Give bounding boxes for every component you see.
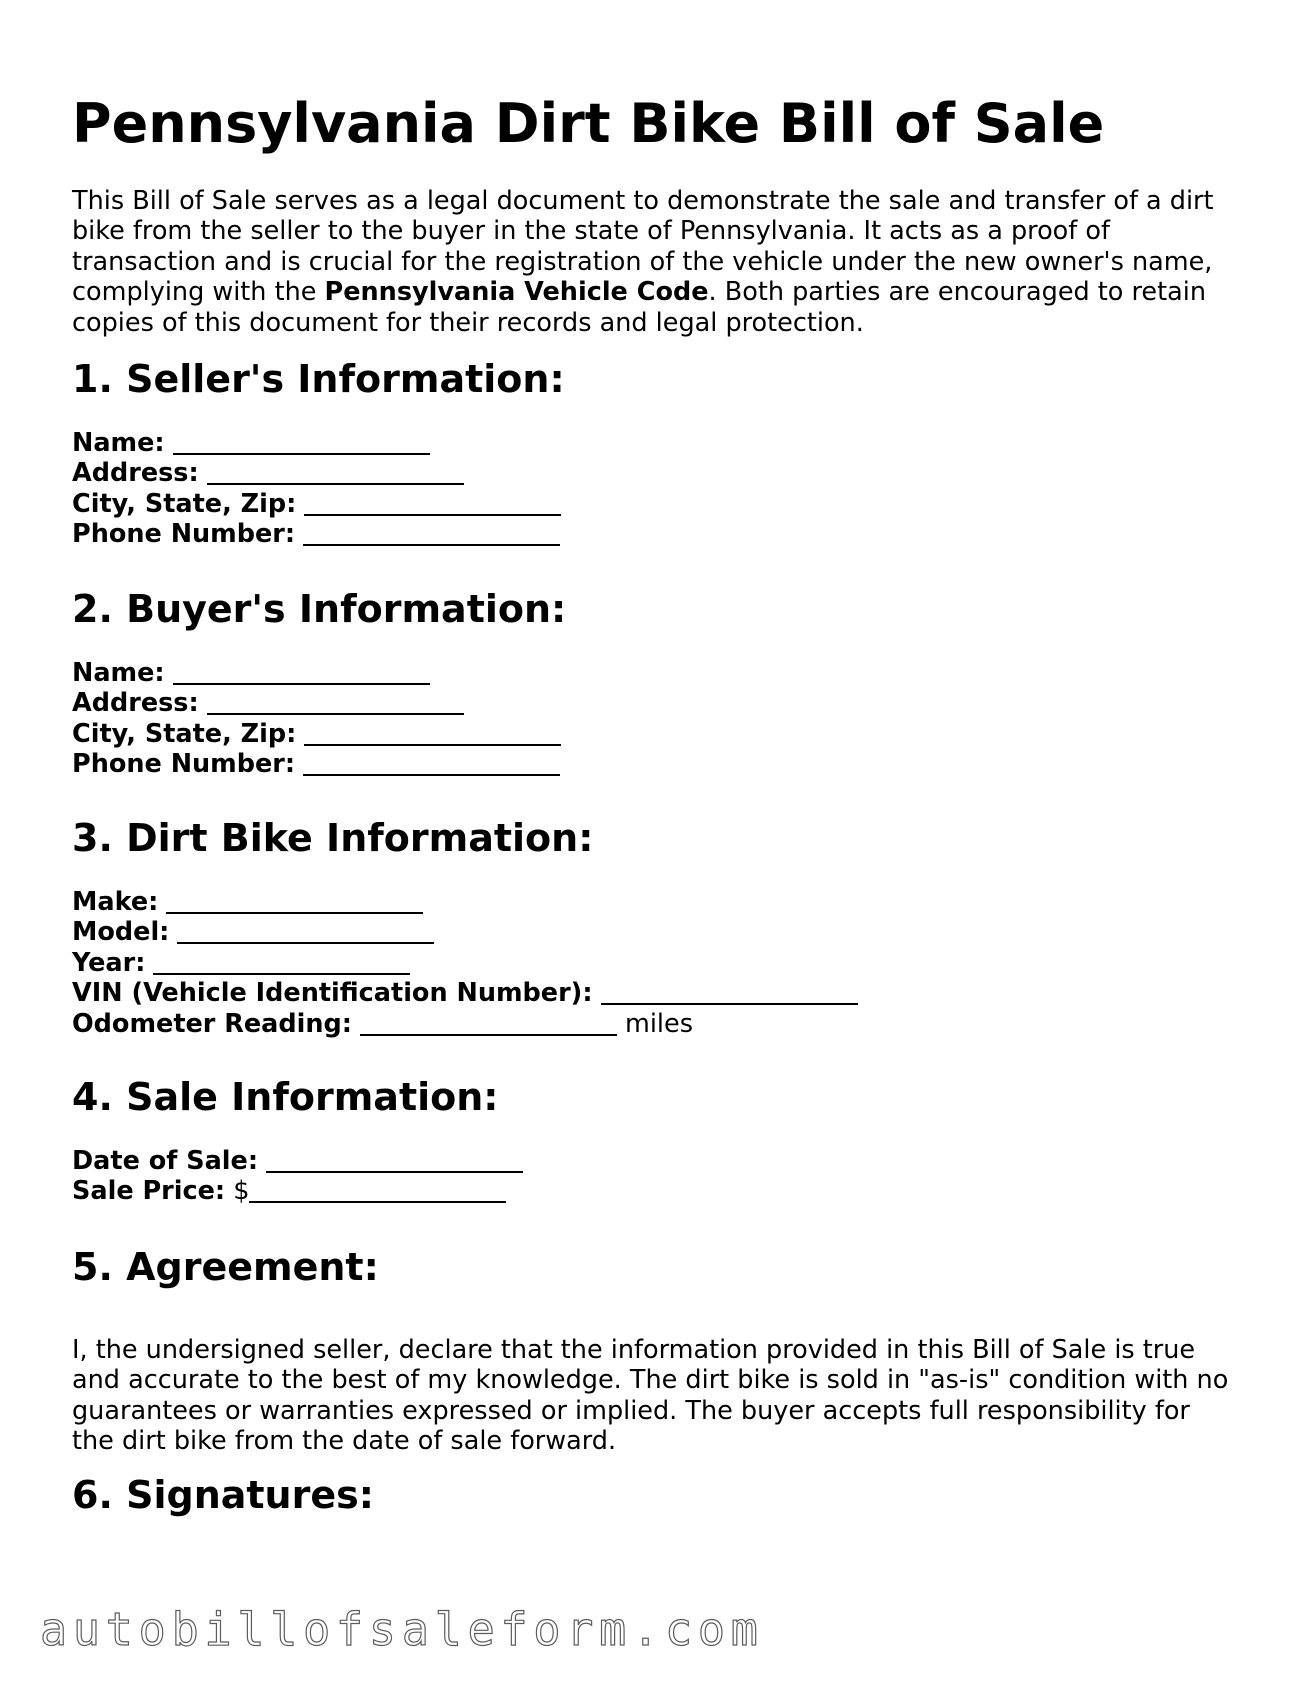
agreement-text: I, the undersigned seller, declare that the information provided in this Bill of Sale is true and accurate to the best of my knowledge. The dirt bike is sold in "as-is" condition with no guarantees or warranties expressed or implied. The buyer accepts full responsibility for the dirt bike from the date of sale forward. (72, 1335, 1229, 1457)
bike-odometer-row (72, 1009, 858, 1039)
buyer-phone-label: Phone Number: (72, 749, 296, 780)
buyer-name-row (72, 658, 561, 688)
bike-make-blank[interactable] (166, 888, 423, 914)
seller-address-row (72, 458, 561, 488)
bike-year-label: Year: (72, 947, 146, 978)
buyer-address-label: Address: (72, 688, 199, 719)
sale-date-label: Date of Sale: (72, 1146, 259, 1176)
currency-symbol: $ (233, 1176, 250, 1207)
bike-fields (72, 887, 858, 1039)
buyer-city-state-zip-blank[interactable] (304, 720, 561, 746)
buyer-address-blank[interactable] (207, 689, 464, 715)
seller-phone-label: Phone Number: (72, 519, 296, 550)
buyer-name-label: Name: (72, 658, 165, 688)
bike-model-label: Model: (72, 917, 170, 948)
seller-phone-blank[interactable] (303, 520, 560, 546)
seller-city-state-zip-row (72, 489, 561, 519)
sale-date-row (72, 1146, 523, 1176)
intro-bold-term: Pennsylvania Vehicle Code (324, 277, 709, 308)
odometer-unit: miles (625, 1008, 693, 1039)
buyer-section-heading: 2. Buyer's Information: (72, 587, 567, 631)
buyer-city-state-zip-row (72, 719, 561, 749)
sale-date-blank[interactable] (266, 1147, 523, 1173)
seller-fields (72, 428, 561, 550)
sale-price-row (72, 1176, 523, 1206)
seller-city-state-zip-label: City, State, Zip: (72, 488, 297, 519)
seller-name-label: Name: (72, 428, 165, 458)
buyer-phone-blank[interactable] (303, 750, 560, 776)
bike-make-row (72, 887, 858, 917)
sale-fields (72, 1146, 523, 1207)
bike-section-heading: 3. Dirt Bike Information: (72, 816, 594, 860)
intro-paragraph (72, 186, 1232, 338)
seller-section-heading: 1. Seller's Information: (72, 357, 565, 401)
signatures-section-heading: 6. Signatures: (72, 1473, 374, 1517)
watermark: autobillofsaleform.com (40, 1603, 764, 1656)
bike-vin-row (72, 978, 858, 1008)
document-title: Pennsylvania Dirt Bike Bill of Sale (72, 92, 1105, 155)
seller-name-row (72, 428, 561, 458)
buyer-phone-row (72, 749, 561, 779)
bike-model-blank[interactable] (177, 918, 434, 944)
sale-section-heading: 4. Sale Information: (72, 1075, 499, 1119)
bike-make-label: Make: (72, 887, 159, 917)
bike-vin-label: VIN (Vehicle Identification Number): (72, 978, 593, 1009)
agreement-section-heading: 5. Agreement: (72, 1245, 379, 1289)
buyer-fields (72, 658, 561, 780)
bike-year-row (72, 948, 858, 978)
seller-name-blank[interactable] (173, 429, 430, 455)
bike-model-row (72, 917, 858, 947)
buyer-address-row (72, 688, 561, 718)
seller-phone-row (72, 519, 561, 549)
seller-city-state-zip-blank[interactable] (304, 490, 561, 516)
bike-vin-blank[interactable] (601, 979, 858, 1005)
buyer-name-blank[interactable] (173, 659, 430, 685)
bike-odometer-blank[interactable] (360, 1010, 617, 1036)
sale-price-blank[interactable] (249, 1177, 506, 1203)
buyer-city-state-zip-label: City, State, Zip: (72, 718, 297, 749)
sale-price-label: Sale Price: (72, 1176, 226, 1207)
intro-text-end: . Both parties are encouraged to retain copies of this document for their records and legal protection. (72, 277, 1206, 338)
bike-odometer-label: Odometer Reading: (72, 1008, 352, 1039)
seller-address-blank[interactable] (207, 459, 464, 485)
seller-address-label: Address: (72, 458, 199, 489)
intro-text-start: This Bill of Sale serves as a legal document to demonstrate the sale and transfer of a dirt bike from the seller to the buyer in the state of Pennsylvania. It acts as a proof of transaction and is crucial for the registration of the vehicle under the new owner's name, complying with the (72, 186, 1214, 308)
bike-year-blank[interactable] (153, 949, 410, 975)
